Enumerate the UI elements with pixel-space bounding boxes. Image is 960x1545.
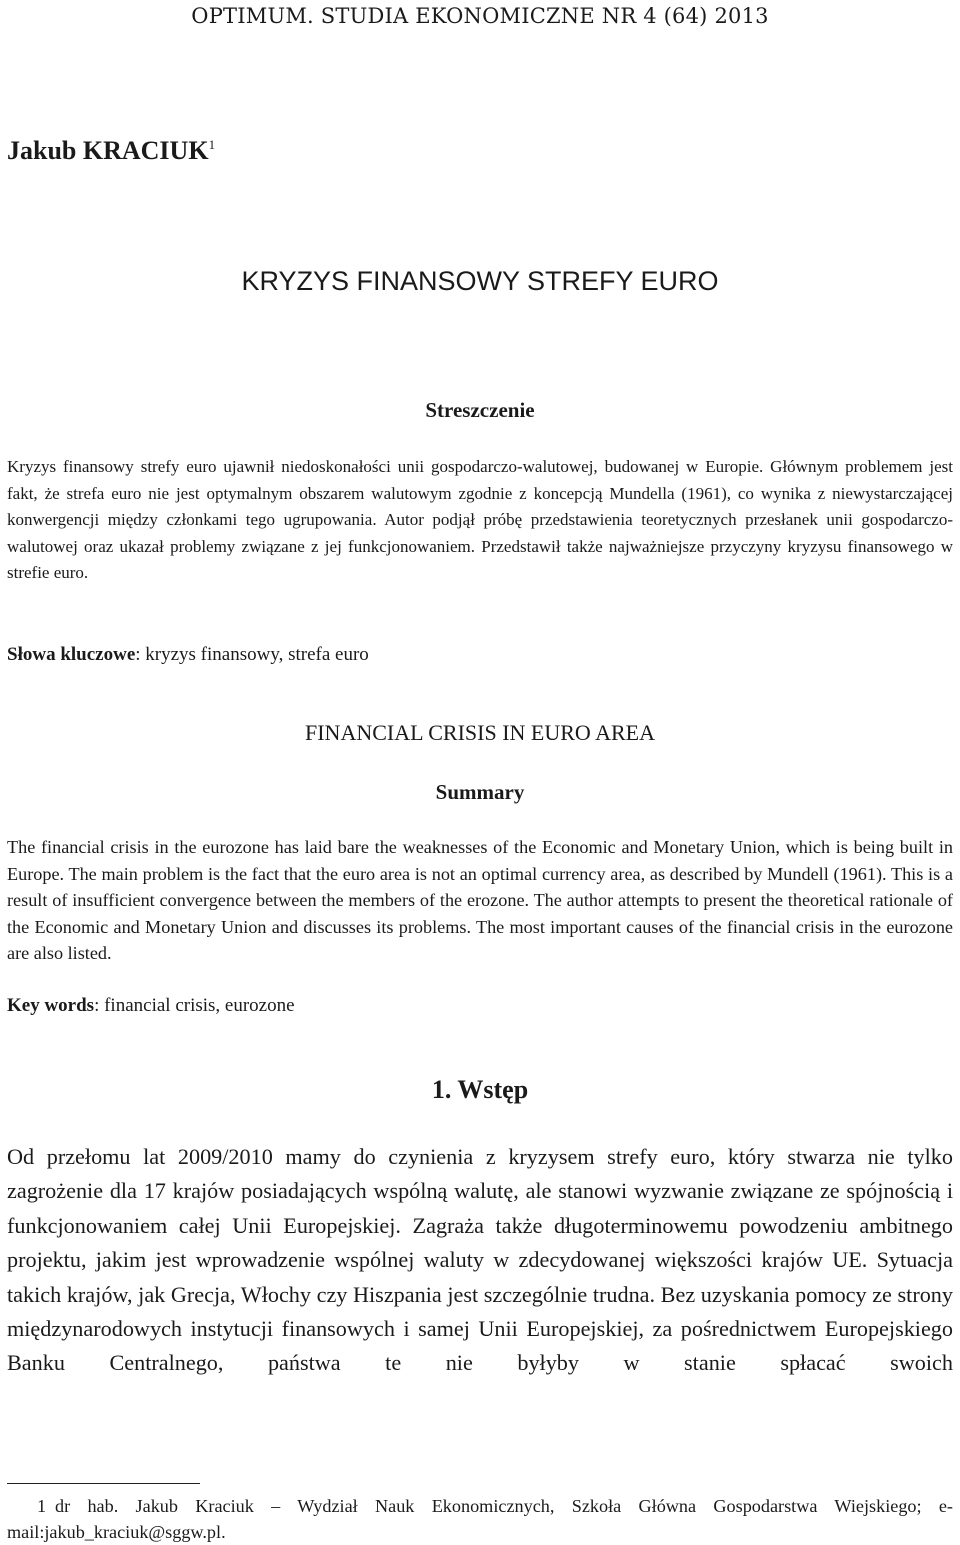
- abstract-heading-en: Summary: [435, 780, 525, 804]
- keywords-label-en: Key words: [7, 995, 95, 1016]
- footnote: [7, 1493, 953, 1545]
- abstract-text-en: The financial crisis in the eurozone has laid bare the weaknesses of the Economic and Monetary Union, which is being built in Europe. The main problem is the fact that the euro area is not an optimal currency area, as described by Mundell (1961). This is a result of insufficient convergence between the members of the erozone. The author attempts to present the theoretical rationale of the Economic and Monetary Union and discusses its problems. The most important causes of the financial crisis in the eurozone are also listed.: [7, 837, 953, 964]
- footnote-number: 1: [37, 1496, 47, 1516]
- keywords-value-pl: : kryzys finansowy, strefa euro: [135, 644, 369, 665]
- paper-title-en: FINANCIAL CRISIS IN EURO AREA: [305, 720, 655, 745]
- footnote-text: dr hab. Jakub Kraciuk – Wydział Nauk Ekonomicznych, Szkoła Główna Gospodarstwa Wiejskiego; e-mail:jakub_kraciuk@sggw.pl.: [7, 1496, 953, 1542]
- keywords-label-pl: Słowa kluczowe: [7, 644, 136, 665]
- abstract-text-pl: Kryzys finansowy strefy euro ujawnił niedoskonałości unii gospodarczo-walutowej, budowanej w Europie. Głównym problemem jest fakt, że strefa euro nie jest optymalnym obszarem walutowym zgodnie z koncepcją Mundella (1961), co wynika z niewystarczającej konwergencji między członkami tego ugrupowania. Autor podjął próbę przedstawienia teoretycznych przesłanek unii gospodarczo-walutowej oraz ukazał problemy związane z jej funkcjonowaniem. Przedstawił także najważniejsze przyczyny kryzysu finansowego w strefie euro.: [7, 457, 953, 583]
- section-heading-intro: 1. Wstęp: [431, 1075, 529, 1104]
- journal-header: OPTIMUM. STUDIA EKONOMICZNE NR 4 (64) 2013: [191, 4, 769, 28]
- paper-title-pl: KRYZYS FINANSOWY STREFY EURO: [241, 266, 719, 296]
- keywords-pl: [7, 644, 953, 666]
- keywords-value-en: : financial crisis, eurozone: [94, 995, 295, 1016]
- section-body-intro: Od przełomu lat 2009/2010 mamy do czynienia z kryzysem strefy euro, który stwarza nie tylko zagrożenie dla 17 krajów posiadających wspólną walutę, ale stanowi wyzwanie związane ze spójnością i funkcjonowaniem całej Unii Europejskiej. Zagraża także długoterminowemu powodzeniu ambitnego projektu, jakim jest wprowadzenie wspólnej waluty w zdecydowanej większości krajów UE. Sytuacja takich krajów, jak Grecja, Włochy czy Hiszpania jest szczególnie trudna. Bez uzyskania pomocy ze strony międzynarodowych instytucji finansowych i samej Unii Europejskiej, za pośrednictwem Europejskiego Banku Centralnego, państwa te nie byłyby w stanie spłacać swoich: [7, 1144, 953, 1376]
- author-name-text: Jakub KRACIUK: [7, 136, 209, 165]
- footnote-divider: [7, 1483, 200, 1484]
- keywords-en: [7, 995, 953, 1017]
- author-footnote-marker: 1: [208, 137, 216, 152]
- abstract-heading-pl: Streszczenie: [425, 398, 535, 422]
- author-name: [7, 136, 215, 166]
